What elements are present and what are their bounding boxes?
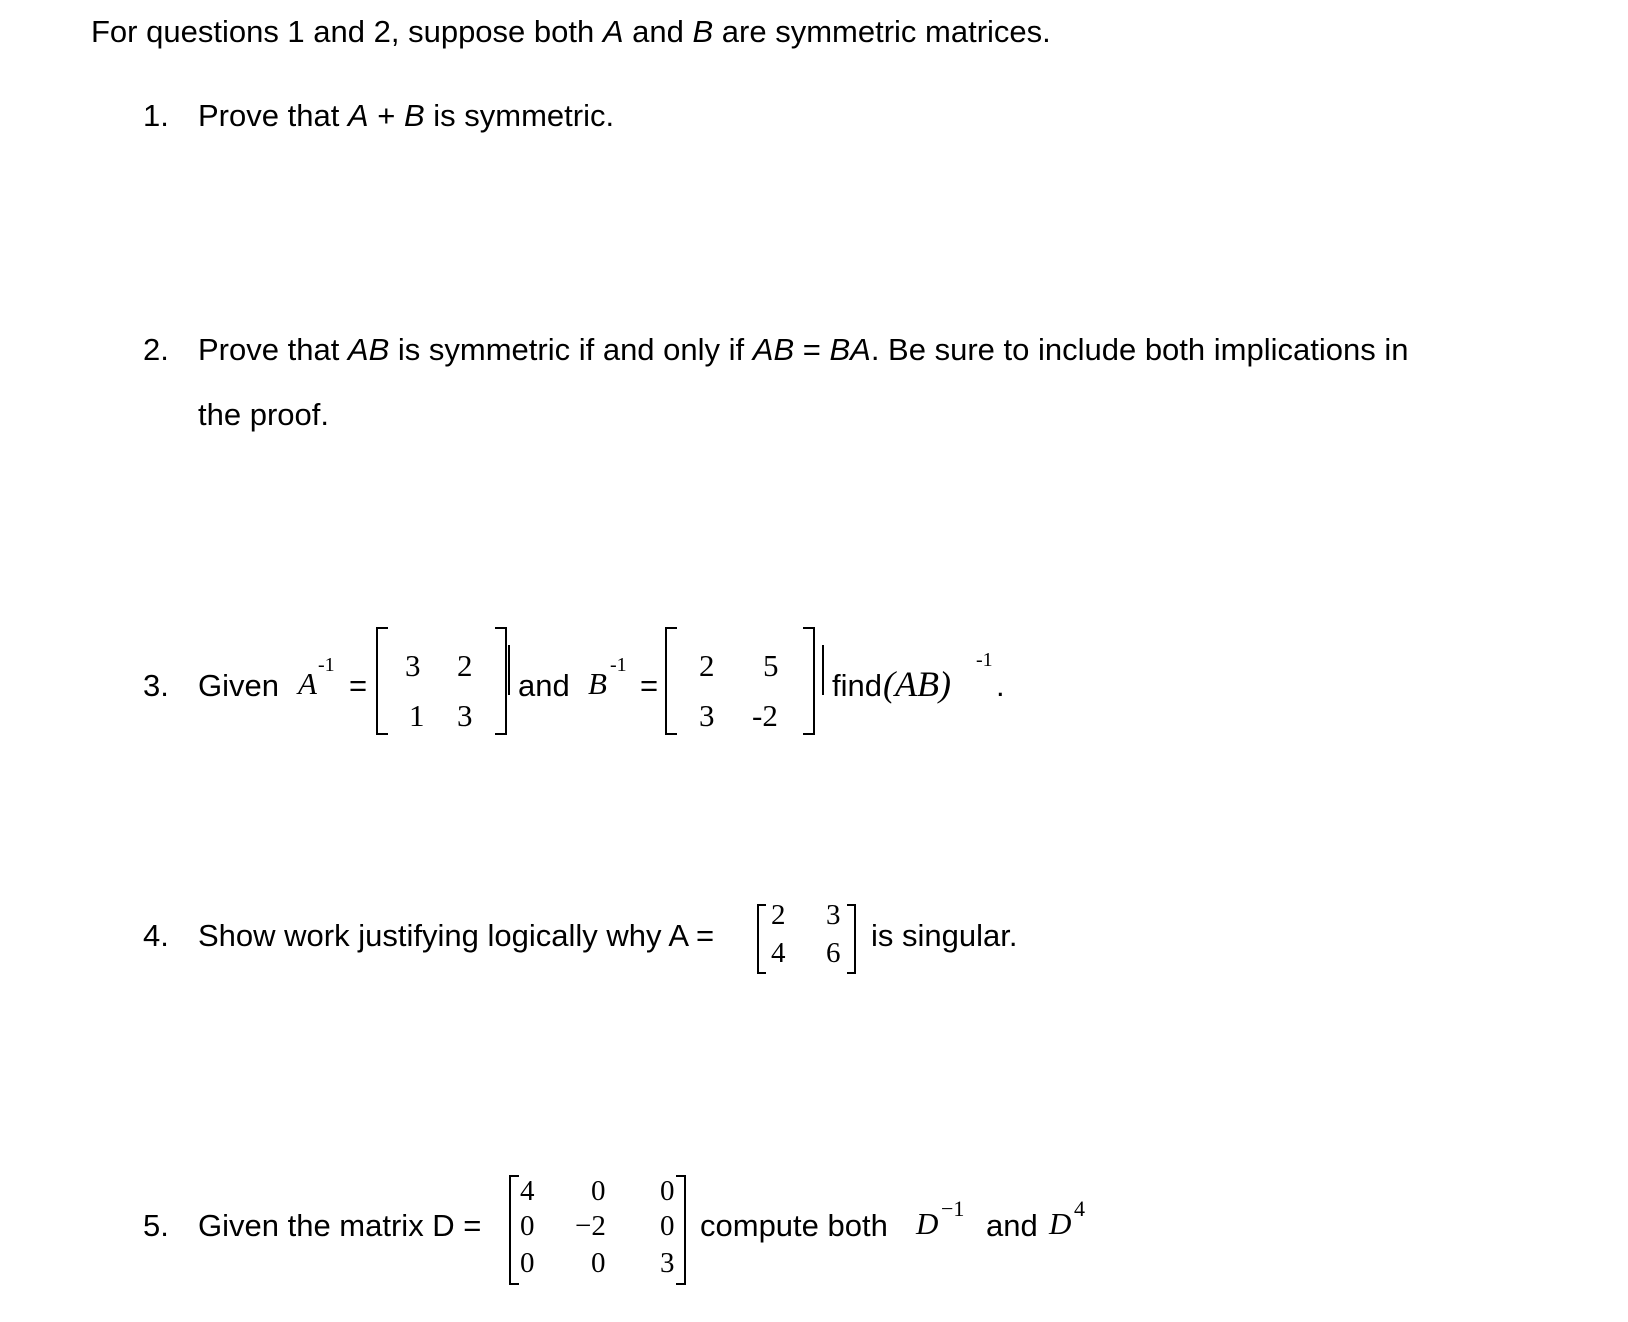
q3-matrix-a-left-bracket — [376, 627, 388, 735]
q3-divider — [508, 645, 510, 695]
q5-matrix-cell: 0 — [591, 1247, 606, 1279]
q3-equals-1: = — [349, 668, 368, 703]
q3-b-symbol: B — [588, 666, 607, 701]
q5-matrix-cell: 0 — [591, 1175, 606, 1207]
q1-pre: Prove that — [198, 98, 348, 133]
q3-matrix-a-cell: 3 — [405, 648, 421, 683]
q2-number: 2. — [143, 332, 169, 367]
q3-matrix-b-left-bracket — [665, 627, 677, 735]
q5-matrix-cell: −2 — [575, 1210, 606, 1242]
intro-pre: For questions 1 and 2, suppose both — [91, 14, 603, 49]
q1-text — [198, 100, 614, 131]
q3-number: 3. — [143, 668, 169, 703]
q4-number: 4. — [143, 918, 169, 953]
q3-matrix-b-right-bracket — [803, 627, 815, 735]
intro-var-a: A — [602, 14, 624, 49]
q3-ab-superscript: -1 — [976, 649, 993, 671]
q3-and: and — [518, 668, 570, 703]
q5-mid: compute both — [700, 1208, 888, 1243]
q5-matrix-cell: 0 — [520, 1247, 535, 1279]
q3-matrix-a-cell: 2 — [457, 648, 473, 683]
q3-matrix-a-right-bracket — [495, 627, 507, 735]
intro-mid: and — [623, 14, 693, 49]
q3-matrix-b-cell: -2 — [752, 698, 778, 733]
q1-number: 1. — [143, 98, 169, 133]
q3-matrix-a-cell: 1 — [409, 698, 425, 733]
q4-post: is singular. — [871, 918, 1018, 953]
q4-matrix-left-bracket — [757, 904, 766, 974]
q4-matrix-cell: 6 — [826, 937, 841, 969]
q2-pre: Prove that — [198, 332, 348, 367]
q3-matrix-b-cell: 2 — [699, 648, 715, 683]
q2-mid: is symmetric if and only if — [389, 332, 753, 367]
q3-a-superscript: -1 — [318, 654, 335, 676]
q3-matrix-a-cell: 3 — [457, 698, 473, 733]
q5-matrix-left-bracket — [509, 1175, 519, 1285]
intro-post: are symmetric matrices. — [713, 14, 1051, 49]
q4-matrix-cell: 3 — [826, 899, 841, 931]
q1-var-a: A — [347, 98, 369, 133]
q5-d-superscript-2: 4 — [1074, 1196, 1085, 1221]
q5-matrix-cell: 0 — [520, 1210, 535, 1242]
q5-and: and — [986, 1208, 1038, 1243]
q2-eq: = — [794, 332, 830, 367]
q1-post: is symmetric. — [424, 98, 615, 133]
q3-ab-expression: (AB) — [883, 664, 951, 704]
q4-matrix-cell: 2 — [771, 899, 786, 931]
q5-matrix-cell: 0 — [660, 1175, 675, 1207]
q4-matrix-cell: 4 — [771, 937, 786, 969]
q2-ab-2: AB — [752, 332, 795, 367]
q2-text-line2: the proof. — [198, 397, 329, 432]
q3-end: . — [996, 668, 1005, 703]
q5-matrix-cell: 4 — [520, 1175, 535, 1207]
q5-d-symbol-2: D — [1049, 1206, 1072, 1241]
q3-divider-2 — [822, 645, 824, 695]
intro-text — [91, 16, 1051, 47]
q4-matrix-right-bracket — [847, 904, 856, 974]
q5-matrix-cell: 3 — [660, 1247, 675, 1279]
q3-find: find — [832, 668, 882, 703]
q5-d-superscript-1: −1 — [941, 1196, 965, 1221]
q2-post: . Be sure to include both implications in — [870, 332, 1409, 367]
q3-matrix-b-cell: 3 — [699, 698, 715, 733]
q2-text — [198, 334, 1408, 365]
q1-op: + — [368, 98, 404, 133]
q5-matrix-cell: 0 — [660, 1210, 675, 1242]
q2-ab-1: AB — [347, 332, 390, 367]
q5-text: Given the matrix D = — [198, 1208, 482, 1243]
q3-b-superscript: -1 — [610, 654, 627, 676]
q3-matrix-b-cell: 5 — [763, 648, 779, 683]
q2-ba: BA — [829, 332, 871, 367]
q5-matrix-right-bracket — [676, 1175, 686, 1285]
q3-a-symbol: A — [298, 666, 317, 701]
q3-equals-2: = — [640, 668, 659, 703]
q4-text: Show work justifying logically why A = — [198, 918, 715, 953]
q1-var-b: B — [403, 98, 425, 133]
q5-d-symbol-1: D — [916, 1206, 939, 1241]
q3-given: Given — [198, 668, 279, 703]
intro-var-b: B — [692, 14, 714, 49]
q5-number: 5. — [143, 1208, 169, 1243]
